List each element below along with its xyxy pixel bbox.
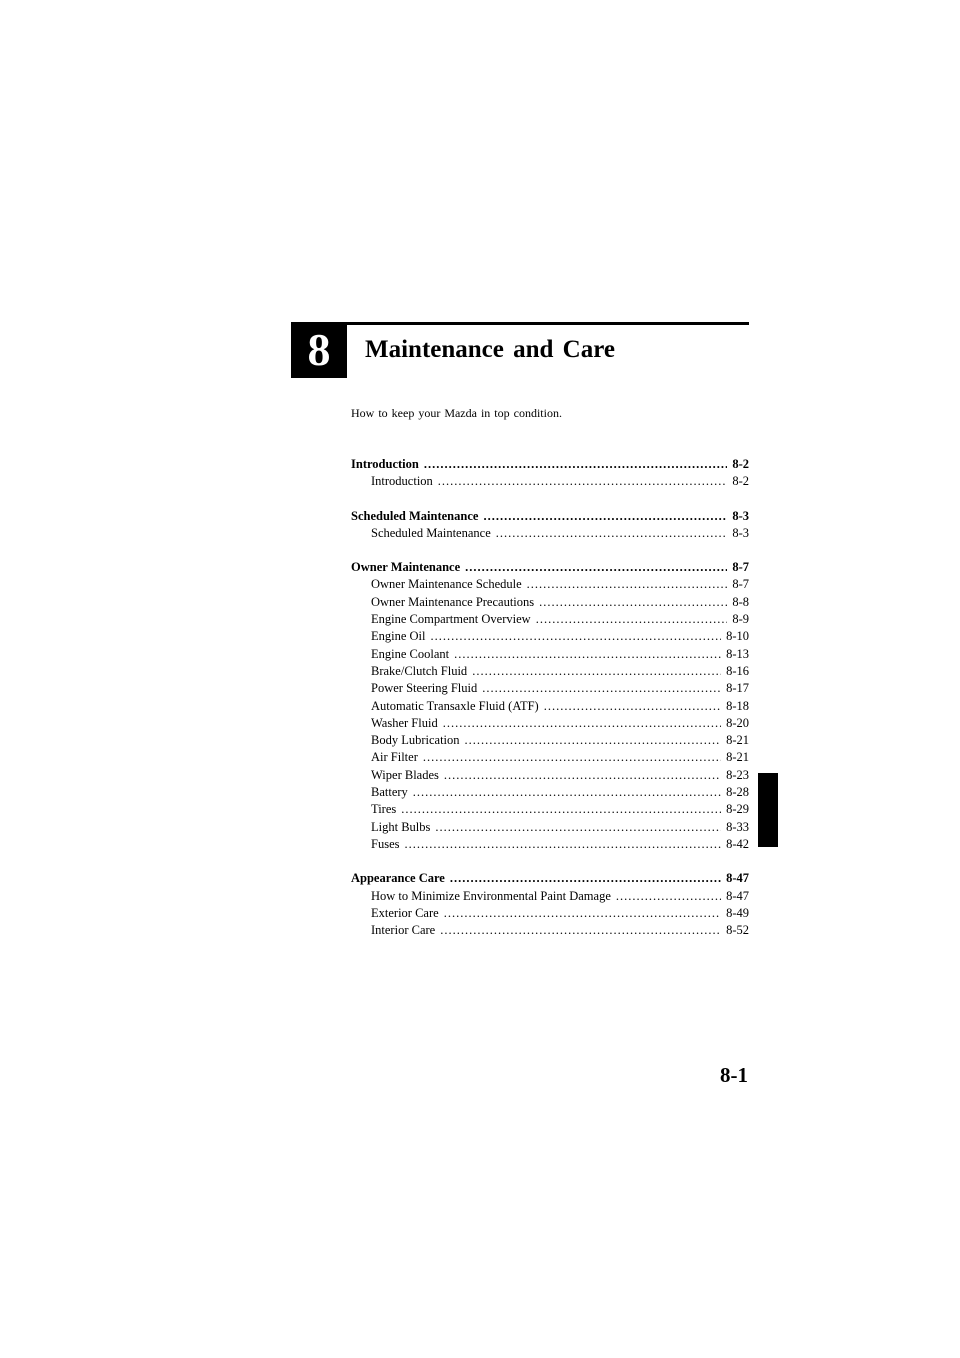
toc-entry[interactable]	[351, 646, 749, 663]
toc-entry[interactable]	[351, 767, 749, 784]
chapter-number-box	[291, 322, 347, 378]
toc-entry-page: 8-21	[726, 733, 749, 748]
toc-entry-label: Washer Fluid	[371, 715, 438, 730]
toc-entry-page: 8-7	[732, 577, 749, 592]
toc-entry-label: Appearance Care	[351, 871, 445, 886]
toc-entry-page: 8-52	[726, 923, 749, 938]
dot-leader	[438, 473, 728, 490]
toc-entry-page: 8-16	[726, 663, 749, 678]
dot-leader	[482, 680, 721, 697]
table-of-contents	[351, 456, 749, 956]
dot-leader	[440, 922, 721, 939]
toc-entry[interactable]	[351, 819, 749, 836]
toc-entry[interactable]	[351, 663, 749, 680]
toc-entry[interactable]	[351, 594, 749, 611]
toc-entry[interactable]	[351, 611, 749, 628]
toc-entry-label: Power Steering Fluid	[371, 681, 478, 696]
toc-entry-label: How to Minimize Environmental Paint Damage	[371, 888, 611, 903]
toc-section	[351, 870, 749, 939]
toc-entry-page: 8-10	[726, 629, 749, 644]
toc-entry-page: 8-2	[732, 457, 749, 471]
dot-leader	[483, 508, 727, 525]
chapter-side-tab	[758, 773, 778, 847]
toc-entry-page: 8-29	[726, 802, 749, 817]
toc-entry-label: Scheduled Maintenance	[371, 525, 491, 540]
toc-entry-label: Body Lubrication	[371, 733, 460, 748]
toc-entry[interactable]	[351, 576, 749, 593]
toc-entry[interactable]	[351, 698, 749, 715]
dot-leader	[472, 663, 721, 680]
dot-leader	[424, 456, 727, 473]
toc-entry-label: Air Filter	[371, 750, 418, 765]
dot-leader	[539, 594, 727, 611]
dot-leader	[465, 732, 722, 749]
dot-leader	[616, 888, 721, 905]
toc-entry-label: Engine Oil	[371, 629, 426, 644]
toc-entry-label: Battery	[371, 785, 408, 800]
dot-leader	[465, 559, 727, 576]
chapter-intro: How to keep your Mazda in top condition.	[351, 406, 562, 420]
chapter-number: 8	[307, 324, 331, 375]
dot-leader	[413, 784, 721, 801]
toc-section-heading[interactable]	[351, 559, 749, 576]
toc-entry-page: 8-3	[732, 508, 749, 523]
toc-entry[interactable]	[351, 525, 749, 542]
toc-entry-label: Brake/Clutch Fluid	[371, 663, 468, 678]
page-number: 8-1	[720, 1063, 748, 1087]
dot-leader	[454, 646, 721, 663]
toc-entry-page: 8-20	[726, 715, 749, 730]
toc-entry-label: Engine Coolant	[371, 646, 450, 661]
dot-leader	[404, 836, 721, 853]
toc-entry-page: 8-18	[726, 698, 749, 713]
toc-entry-page: 8-33	[726, 819, 749, 834]
dot-leader	[435, 819, 721, 836]
toc-entry[interactable]	[351, 905, 749, 922]
toc-entry-page: 8-3	[732, 525, 749, 540]
dot-leader	[444, 767, 721, 784]
dot-leader	[431, 628, 722, 645]
toc-entry[interactable]	[351, 628, 749, 645]
dot-leader	[401, 801, 721, 818]
toc-entry-label: Introduction	[351, 457, 419, 471]
toc-entry-label: Interior Care	[371, 923, 436, 938]
toc-entry-page: 8-42	[726, 836, 749, 851]
dot-leader	[423, 749, 721, 766]
toc-entry[interactable]	[351, 888, 749, 905]
chapter-title: Maintenance and Care	[365, 336, 615, 363]
toc-entry-page: 8-47	[726, 871, 749, 886]
toc-entry[interactable]	[351, 801, 749, 818]
toc-entry-label: Owner Maintenance Schedule	[371, 577, 522, 592]
toc-entry[interactable]	[351, 473, 749, 490]
dot-leader	[444, 905, 721, 922]
dot-leader	[536, 611, 728, 628]
dot-leader	[544, 698, 721, 715]
toc-entry-label: Tires	[371, 802, 397, 817]
toc-entry-page: 8-49	[726, 905, 749, 920]
toc-entry-page: 8-21	[726, 750, 749, 765]
dot-leader	[443, 715, 721, 732]
toc-entry-label: Wiper Blades	[371, 767, 439, 782]
toc-entry-label: Automatic Transaxle Fluid (ATF)	[371, 698, 539, 713]
toc-entry[interactable]	[351, 732, 749, 749]
toc-entry-label: Owner Maintenance Precautions	[371, 594, 535, 609]
toc-entry-label: Exterior Care	[371, 905, 439, 920]
toc-entry-page: 8-13	[726, 646, 749, 661]
dot-leader	[527, 576, 728, 593]
dot-leader	[450, 870, 721, 887]
toc-section-heading[interactable]	[351, 456, 749, 473]
toc-entry[interactable]	[351, 749, 749, 766]
toc-entry-page: 8-47	[726, 888, 749, 903]
toc-entry-label: Engine Compartment Overview	[371, 612, 531, 627]
toc-section	[351, 508, 749, 543]
toc-entry-label: Scheduled Maintenance	[351, 508, 479, 523]
toc-entry[interactable]	[351, 680, 749, 697]
toc-entry[interactable]	[351, 715, 749, 732]
toc-entry-label: Fuses	[371, 836, 400, 851]
toc-section	[351, 559, 749, 853]
dot-leader	[496, 525, 728, 542]
toc-entry-page: 8-2	[732, 474, 749, 489]
toc-entry-page: 8-7	[732, 560, 749, 575]
toc-section-heading[interactable]	[351, 508, 749, 525]
toc-section	[351, 456, 749, 491]
toc-entry-page: 8-8	[732, 594, 749, 609]
chapter-header-rule	[347, 322, 749, 325]
toc-entry-page: 8-9	[732, 612, 749, 627]
toc-entry[interactable]	[351, 836, 749, 853]
toc-entry-page: 8-17	[726, 681, 749, 696]
toc-entry[interactable]	[351, 784, 749, 801]
toc-entry-page: 8-23	[726, 767, 749, 782]
toc-entry-label: Light Bulbs	[371, 819, 431, 834]
toc-section-heading[interactable]	[351, 870, 749, 887]
toc-entry[interactable]	[351, 922, 749, 939]
toc-entry-page: 8-28	[726, 785, 749, 800]
toc-entry-label: Introduction	[371, 474, 433, 489]
toc-entry-label: Owner Maintenance	[351, 560, 461, 575]
